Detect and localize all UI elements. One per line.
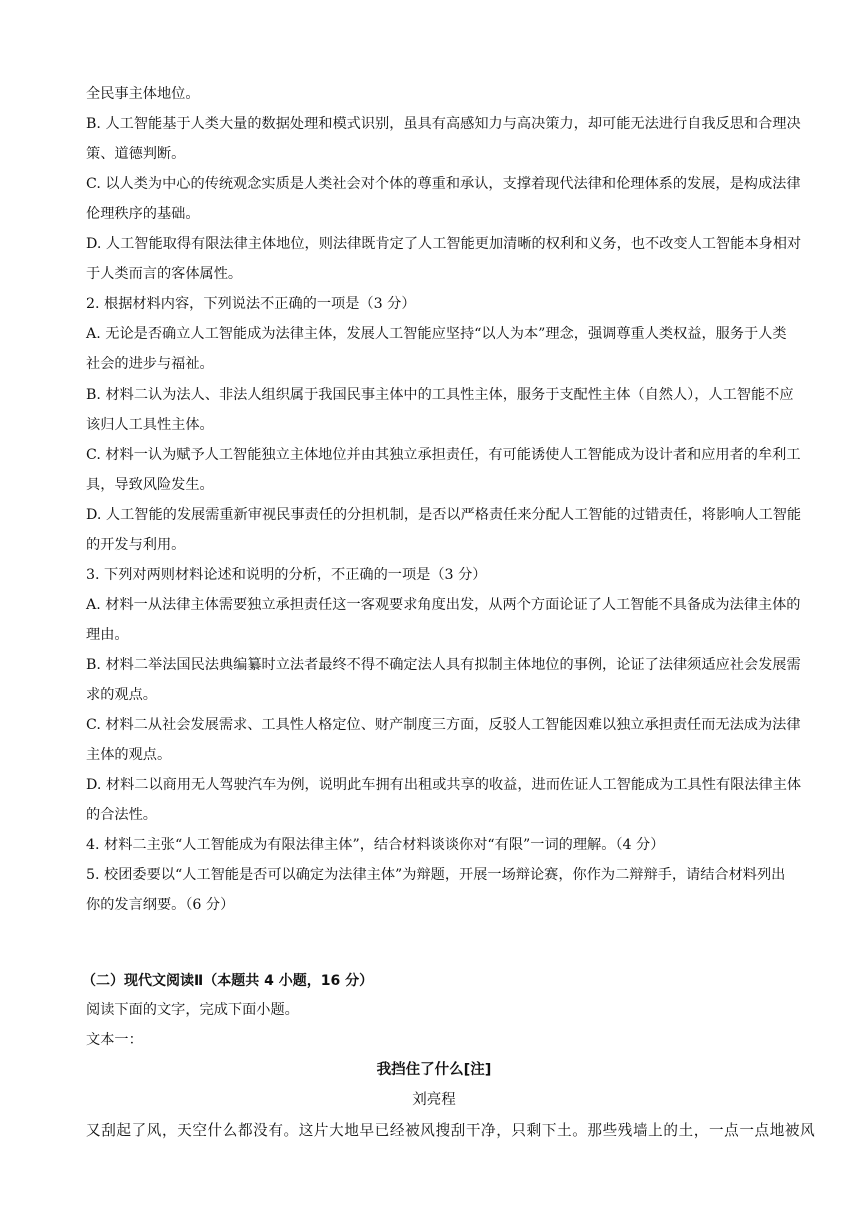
text-line: 于人类而言的客体属性。: [86, 266, 243, 282]
article-title: 我挡住了什么[注]: [376, 1062, 492, 1078]
text-line: 5. 校团委要以“人工智能是否可以确定为法律主体”为辩题，开展一场辩论赛，你作为二辩辩手，请结合材料列出: [86, 867, 786, 883]
text-line: B. 材料二举法国民法典编纂时立法者最终不得不确定法人具有拟制主体地位的事例，论证了法律须适应社会发展需: [86, 657, 801, 673]
text-line: 全民事主体地位。: [86, 86, 200, 102]
text-line: 的开发与利用。: [86, 537, 186, 553]
text-line: C. 以人类为中心的传统观念实质是人类社会对个体的尊重和承认，支撑着现代法律和伦理体系的发展，是构成法律: [86, 176, 801, 192]
text-line: 主体的观点。: [86, 747, 172, 763]
text-line: 策、道德判断。: [86, 146, 186, 162]
text-line: 具，导致风险发生。: [86, 477, 214, 493]
section-heading: （二）现代文阅读Ⅱ（本题共 4 小题，16 分）: [82, 973, 374, 989]
text-line: 4. 材料二主张“人工智能成为有限法律主体”，结合材料谈谈你对“有限”一词的理解。（4 分）: [86, 837, 665, 853]
text-line: 该归人工具性主体。: [86, 417, 214, 433]
text-line: 社会的进步与福祉。: [86, 356, 214, 372]
text-line: 伦理秩序的基础。: [86, 206, 200, 222]
text-line: B. 材料二认为法人、非法人组织属于我国民事主体中的工具性主体，服务于支配性主体（自然人），人工智能不应: [86, 387, 794, 403]
text-line: 理由。: [86, 627, 129, 643]
text-line: 你的发言纲要。（6 分）: [86, 897, 235, 913]
text-line: A. 无论是否确立人工智能成为法律主体，发展人工智能应坚持“以人为本”理念，强调尊重人类权益，服务于人类: [86, 326, 787, 342]
text-line: 求的观点。: [86, 687, 157, 703]
text-line: C. 材料一认为赋予人工智能独立主体地位并由其独立承担责任，有可能诱使人工智能成为设计者和应用者的牟利工: [86, 447, 801, 463]
article-author: 刘亮程: [412, 1092, 456, 1108]
text-line: D. 材料二以商用无人驾驶汽车为例，说明此车拥有出租或共享的收益，进而佐证人工智能成为工具性有限法律主体: [86, 777, 802, 793]
text-line: B. 人工智能基于人类大量的数据处理和模式识别，虽具有高感知力与高决策力，却可能无法进行自我反思和合理决: [86, 116, 801, 132]
text-label: 文本一：: [86, 1032, 143, 1048]
text-line: A. 材料一从法律主体需要独立承担责任这一客观要求角度出发，从两个方面论证了人工智能不具备成为法律主体的: [86, 597, 801, 613]
text-line: 2. 根据材料内容，下列说法不正确的一项是（3 分）: [86, 296, 416, 312]
text-line: C. 材料二从社会发展需求、工具性人格定位、财产制度三方面，反驳人工智能因难以独立承担责任而无法成为法律: [86, 717, 801, 733]
instruction-text: 阅读下面的文字，完成下面小题。: [86, 1002, 299, 1018]
text-line: 的合法性。: [86, 807, 157, 823]
text-line: D. 人工智能取得有限法律主体地位，则法律既肯定了人工智能更加清晰的权利和义务，也不改变人工智能本身相对: [86, 236, 802, 252]
text-line: D. 人工智能的发展需重新审视民事责任的分担机制，是否以严格责任来分配人工智能的过错责任，将影响人工智能: [86, 507, 802, 523]
text-line: 3. 下列对两则材料论述和说明的分析，不正确的一项是（3 分）: [86, 567, 487, 583]
article-first-line: 又刮起了风，天空什么都没有。这片大地早已经被风搜刮干净，只剩下土。那些残墙上的土，一点一点地被风: [86, 1122, 816, 1139]
